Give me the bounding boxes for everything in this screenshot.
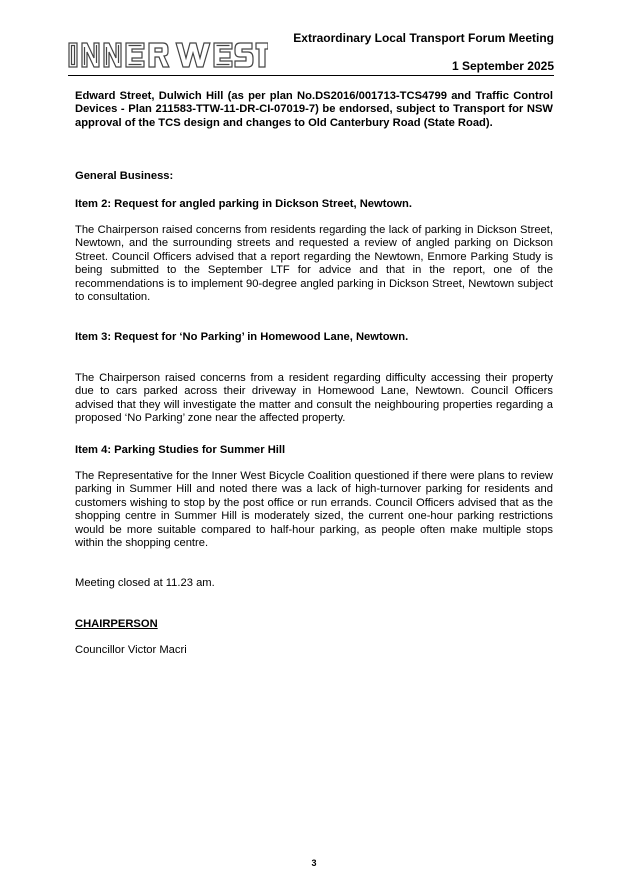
intro-resolution: Edward Street, Dulwich Hill (as per plan No.DS2016/001713-TCS4799 and Traffic Control Devices - Plan 211583-TTW-11-DR-CI-07019-7) be endorsed, subject to Transport for NSW approval of the TCS design and changes to Old Canterbury Road (State Road). <box>75 90 553 129</box>
meeting-date: 1 September 2025 <box>451 59 554 73</box>
item-2-heading: Item 2: Request for angled parking in Dickson Street, Newtown. <box>75 197 412 210</box>
page-number: 3 <box>311 858 317 868</box>
item-3-heading: Item 3: Request for ‘No Parking’ in Homewood Lane, Newtown. <box>75 331 409 344</box>
general-business-heading: General Business: <box>75 170 174 183</box>
item-4-heading: Item 4: Parking Studies for Summer Hill <box>75 443 286 456</box>
meeting-closed: Meeting closed at 11.23 am. <box>75 577 215 590</box>
inner-west-logo <box>68 40 268 70</box>
header-divider <box>68 75 554 76</box>
meeting-title: Extraordinary Local Transport Forum Meeting <box>293 31 554 45</box>
item-4-text: The Representative for the Inner West Bicycle Coalition questioned if there were plans to review parking in Summer Hill and noted there was a lack of high-turnover parking for residents and customers wishing to stop by the post office or run errands. Council Officers advised that as the shopping centre in Summer Hill is moderately sized, the current one-hour parking restrictions would be more suitable compared to half-hour parking, as people often make multiple stops within the shopping centre. <box>75 469 553 549</box>
minutes-body <box>75 90 553 658</box>
item-2-text: The Chairperson raised concerns from residents regarding the lack of parking in Dickson Street, Newtown, and the surrounding streets and requested a review of angled parking on Dickson Street. Council Officers advised that a report regarding the Newtown, Enmore Parking Study is being submitted to the September LTF for advice and that in the report, one of the recommendations is to implement 90-degree angled parking in Dickson Street, Newtown subject to consultation. <box>75 224 553 304</box>
item-3-text: The Chairperson raised concerns from a resident regarding difficulty accessing their property due to cars parked across their driveway in Homewood Lane, Newtown. Council Officers advised that they will investigate the matter and consult the neighbouring properties regarding a proposed ‘No Parking’ zone near the affected property. <box>75 371 553 425</box>
chairperson-heading: CHAIRPERSON <box>75 617 158 630</box>
chairperson-name: Councillor Victor Macri <box>75 644 187 657</box>
